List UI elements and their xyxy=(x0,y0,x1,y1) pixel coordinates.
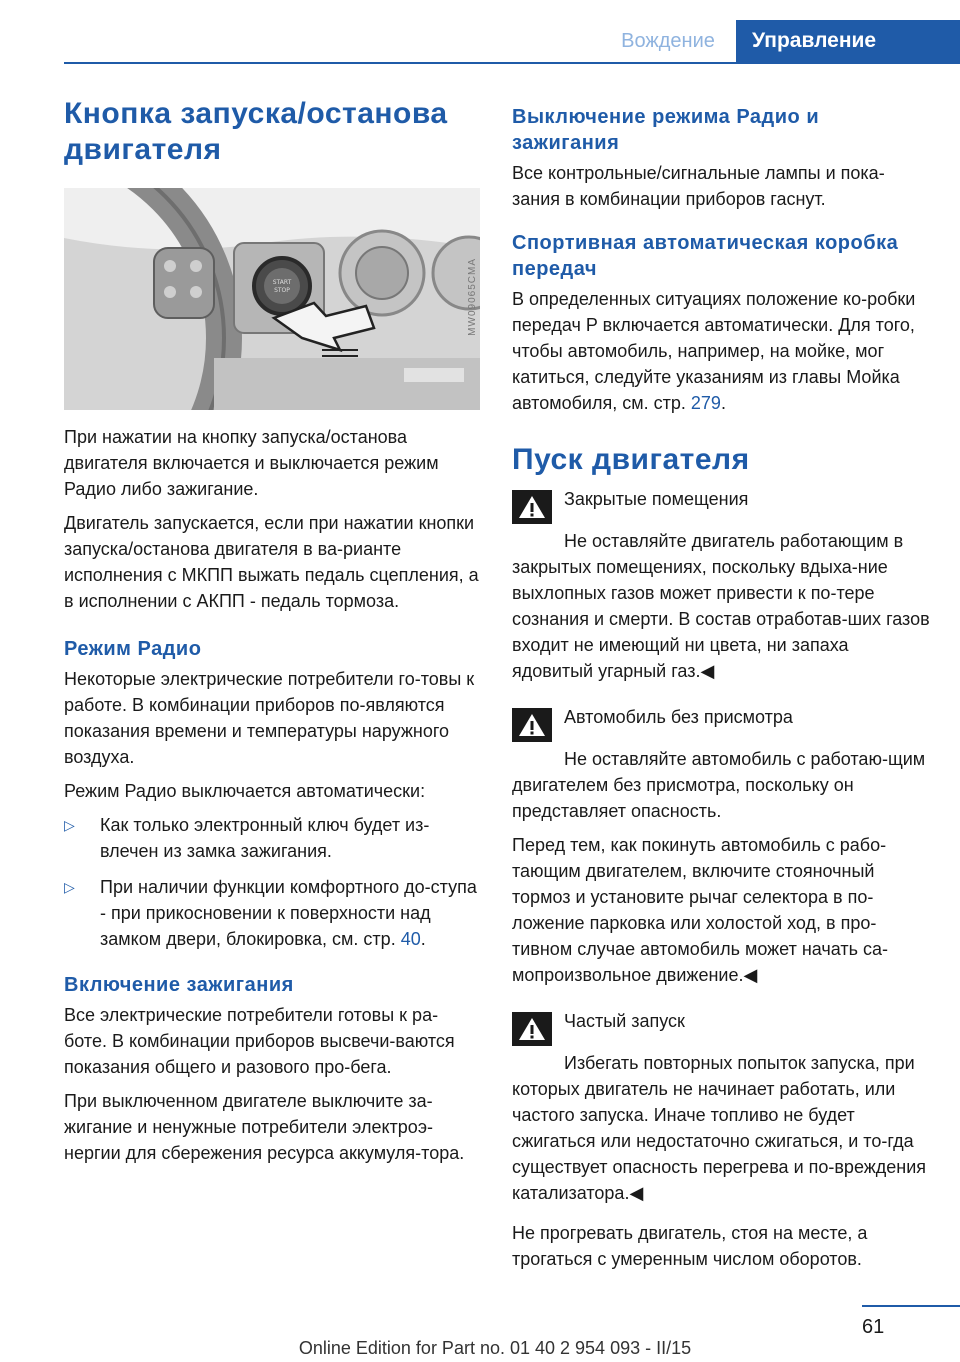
warning-content xyxy=(564,486,748,512)
warning-block xyxy=(512,1008,930,1206)
paragraph: Не прогревать двигатель, стоя на месте, а трогаться с умеренным числом оборотов. xyxy=(512,1223,868,1269)
paragraph-text: В определенных ситуациях положение ко-робки передач P включается автоматически. Для того, чтобы автомобиль, например, на мойке, мог катиться, следуйте указаниям из главы Мойка автомобиля, см. стр. xyxy=(512,289,916,413)
image-code: MW09065CMA xyxy=(467,258,478,336)
heading-ignition-on: Включение зажигания xyxy=(64,974,294,996)
svg-text:START: START xyxy=(272,279,292,286)
dashboard-illustration xyxy=(64,188,480,410)
warning-title: Закрытые помещения xyxy=(564,489,749,509)
list-item-content: При наличии функции комфортного до-ступа - при прикосновении к поверхности над замком двери, блокировка, см. стр. 40. xyxy=(100,877,477,949)
list-item-text: Как только электронный ключ будет из-влечен из замка зажигания. xyxy=(100,815,430,861)
warning-block xyxy=(512,486,930,684)
warning-header xyxy=(512,486,930,524)
warning-header xyxy=(512,704,930,742)
warning-text: Избегать повторных попыток запуска, при которых двигатель не начинает работать, или частого запуска. Иначе топливо не будет сжигаться или недостаточно сжигаться, и то-гда существует опасность перегрева и по-вреждения катализатора.◀ xyxy=(512,1053,927,1203)
paragraph: Все контрольные/сигнальные лампы и пока-зания в комбинации приборов гаснут. xyxy=(512,163,885,209)
paragraph: При выключенном двигателе выключите за-жигание и ненужные потребители электроэ-нергии для сбережения ресурса аккумуля-тора. xyxy=(64,1091,465,1163)
warning-block xyxy=(512,704,930,988)
warning-text: Перед тем, как покинуть автомобиль с рабо-тающим двигателем, включите стояночный тормоз и установите рычаг селектора в по-ложение парковка или холостой ход, в про-тивном случае автомобиль может начать са-мопроизвольное движение.◀ xyxy=(512,835,889,985)
tab-controls[interactable]: Управление xyxy=(736,20,960,62)
header-tabs xyxy=(600,20,960,62)
page-link-279[interactable]: 279 xyxy=(690,393,721,413)
paragraph: Двигатель запускается, если при нажатии кнопки запуска/останова двигателя в ва-рианте исполнения с МКПП выжать педаль сцепления, а в исполнении с АКПП - педаль тормоза. xyxy=(64,513,479,611)
warning-icon xyxy=(512,708,552,742)
triangle-bullet-icon: ▷ xyxy=(64,879,75,895)
page-link-40[interactable]: 40 xyxy=(400,929,421,949)
footer-edition: Online Edition for Part no. 01 40 2 954 093 - II/15 xyxy=(298,1338,692,1358)
tab-driving[interactable]: Вождение xyxy=(621,29,715,52)
left-column xyxy=(64,96,480,1166)
right-column xyxy=(512,96,930,1272)
warning-title: Частый запуск xyxy=(564,1011,685,1031)
heading-radio-mode: Режим Радио xyxy=(64,638,202,660)
section-title-engine-start: Пуск двигателя xyxy=(512,443,750,476)
paragraph: Все электрические потребители готовы к ра-боте. В комбинации приборов высвечи-ваются показания общего и разового про-бега. xyxy=(64,1005,455,1077)
page-number: 61 xyxy=(862,1316,885,1338)
paragraph: В определенных ситуациях положение ко-робки передач P включается автоматически. Для того, чтобы автомобиль, например, на мойке, мог катиться, следуйте указаниям из главы Мойка автомобиля, см. стр. 279. xyxy=(512,289,916,413)
header-divider xyxy=(64,62,960,64)
list-item xyxy=(64,812,480,864)
section-title-start-stop: Кнопка запуска/останова двигателя xyxy=(64,97,448,166)
warning-text: Не оставляйте двигатель работающим в закрытых помещениях, поскольку вдыха-ние выхлопных газов может привести к по-тере сознания и смерти. В состав отработав-ших газов входит не имеющий ни цвета, ни запаха ядовитый угарный газ.◀ xyxy=(512,531,930,681)
footer-divider xyxy=(862,1305,960,1307)
paragraph: Режим Радио выключается автоматически: xyxy=(64,781,426,801)
heading-sport-transmission: Спортивная автоматическая коробка передач xyxy=(512,232,899,280)
warning-text: Не оставляйте автомобиль с работаю-щим двигателем без присмотра, поскольку он представляет опасность. xyxy=(512,749,926,821)
warning-title: Автомобиль без присмотра xyxy=(564,707,793,727)
heading-radio-ignition-off: Выключение режима Радио и зажигания xyxy=(512,106,820,154)
list-item-text: При наличии функции комфортного до-ступа - при прикосновении к поверхности над замком двери, блокировка, см. стр. xyxy=(100,877,477,949)
paragraph: Некоторые электрические потребители го-товы к работе. В комбинации приборов по-являются показания времени и температуры наружного воздуха. xyxy=(64,669,475,767)
start-stop-button-photo xyxy=(64,188,480,410)
svg-text:STOP: STOP xyxy=(274,287,290,294)
paragraph: При нажатии на кнопку запуска/останова двигателя включается и выключается режим Радио либо зажигание. xyxy=(64,427,439,499)
warning-header xyxy=(512,1008,930,1046)
warning-icon xyxy=(512,1012,552,1046)
warning-icon xyxy=(512,490,552,524)
list-item xyxy=(64,874,480,952)
triangle-bullet-icon: ▷ xyxy=(64,817,75,833)
